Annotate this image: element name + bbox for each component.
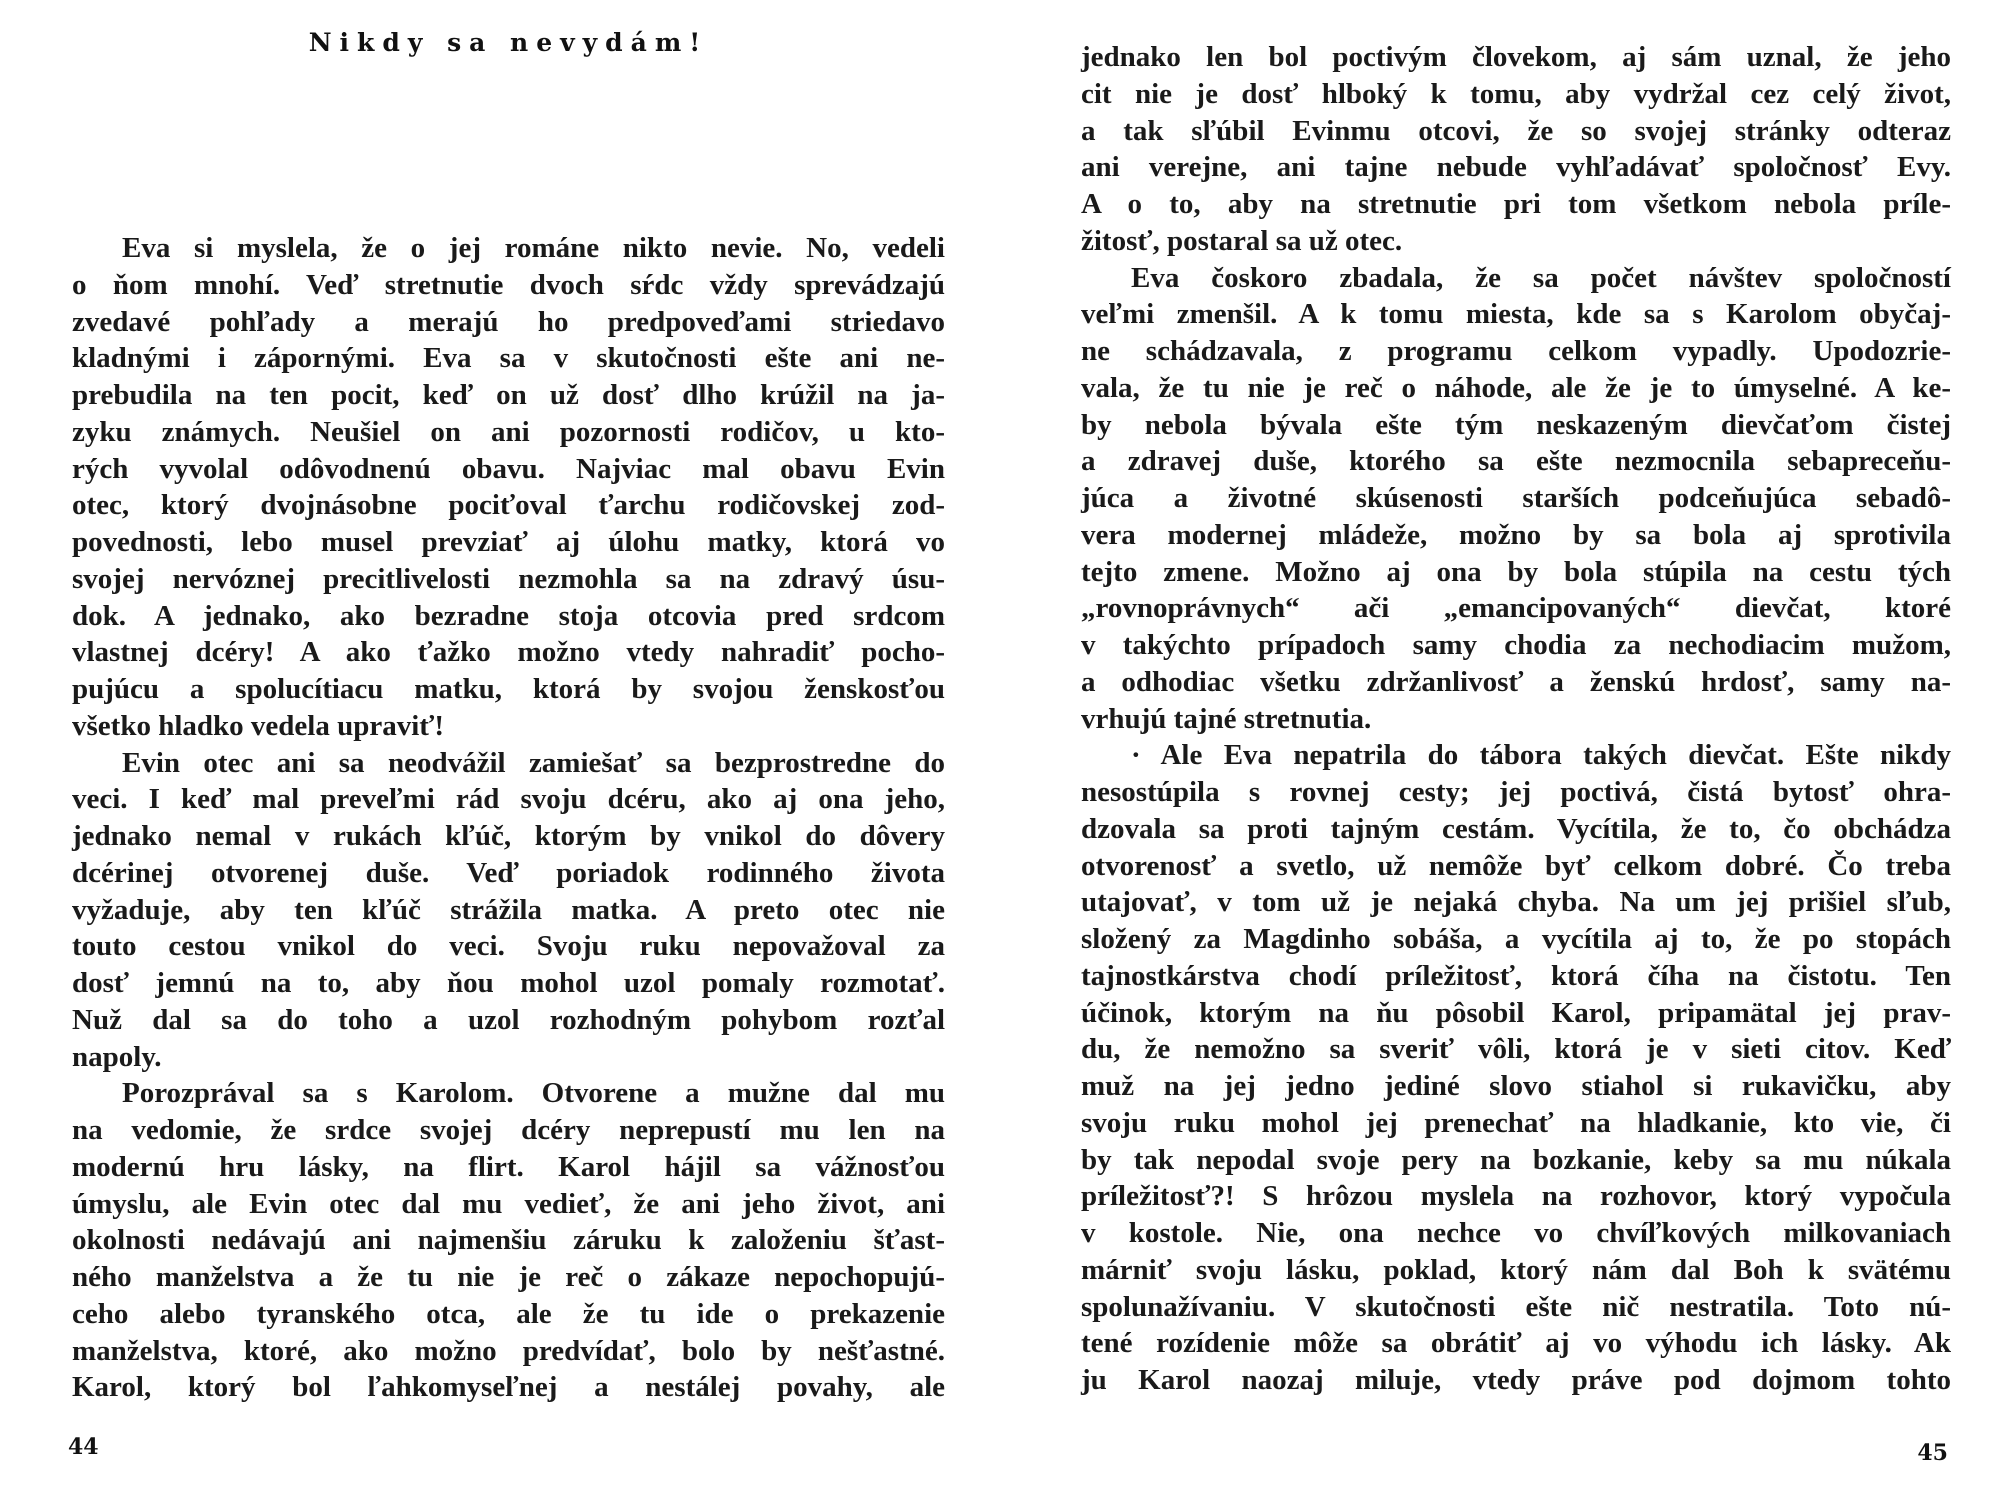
text-line: Karol, ktorý bol ľahkomyseľnej a nestálej povahy, ale: [72, 1371, 945, 1404]
text-line: veci. I keď mal preveľmi rád svoju dcéru, ako aj ona jeho,: [72, 783, 945, 816]
text-line: vrhujú tajné stretnutia.: [1081, 702, 1372, 735]
text-line: a odhodiac všetku zdržanlivosť a ženskú hrdosť, samy na-: [1081, 665, 1951, 698]
text-line: ne schádzavala, z programu celkom vypadly. Upodozrie-: [1081, 335, 1951, 367]
text-line: okolnosti nedávajú ani najmenšiu záruku k založeniu šťast-: [72, 1224, 945, 1257]
text-line: muž na jej jedno jediné slovo stiahol si rukavičku, aby: [1081, 1070, 1951, 1102]
text-line: Eva čoskoro zbadala, že sa počet návštev spoločností: [1131, 261, 1951, 294]
text-line: otvorenosť a svetlo, už nemôže byť celkom dobré. Čo treba: [1081, 849, 1951, 882]
text-line: „rovnoprávnych“ ači „emancipovaných“ dievčat, ktoré: [1081, 592, 1951, 625]
text-line: tajnostkárstva chodí príležitosť, ktorá číha na čistotu. Ten: [1081, 959, 1951, 992]
text-line: dcérinej otvorenej duše. Veď poriadok rodinného života: [72, 856, 945, 889]
text-line: Nuž dal sa do toho a uzol rozhodným pohybom rozťal: [72, 1003, 945, 1036]
text-line: ného manželstva a že tu nie je reč o zákaze nepochopujú-: [72, 1261, 945, 1293]
page-number-right: 45: [1917, 1440, 1948, 1466]
text-line: pujúcu a spolucítiacu matku, ktorá by svojou ženskosťou: [72, 673, 945, 705]
text-line: o ňom mnohí. Veď stretnutie dvoch sŕdc vždy sprevádzajú: [72, 268, 945, 301]
text-line: dok. A jednako, ako bezradne stoja otcovia pred srdcom: [72, 599, 945, 632]
text-line: kladnými i zápornými. Eva sa v skutočnosti ešte ani ne-: [72, 342, 945, 375]
text-line: tejto zmene. Možno aj ona by bola stúpila na cestu tých: [1081, 555, 1951, 588]
text-line: v kostole. Nie, ona nechce vo chvíľkových milkovaniach: [1081, 1217, 1951, 1249]
text-line: Eva si myslela, že o jej románe nikto nevie. No, vedeli: [122, 232, 945, 264]
text-line: jednako nemal v rukách kľúč, ktorým by vnikol do dôvery: [72, 820, 945, 852]
text-line: všetko hladko vedela upraviť!: [72, 709, 445, 742]
text-line: utajovať, v tom už je nejaká chyba. Na um jej prišiel sľub,: [1081, 886, 1951, 919]
text-line: žitosť, postaral sa už otec.: [1081, 224, 1403, 257]
page-number-left: 44: [68, 1434, 99, 1460]
text-line: vala, že tu nie je reč o náhode, ale že je to úmyselné. A ke-: [1081, 371, 1951, 404]
text-line: márniť svoju lásku, poklad, ktorý nám dal Boh k svätému: [1081, 1253, 1951, 1286]
text-line: cit nie je dosť hlboký k tomu, aby vydržal cez celý život,: [1081, 77, 1951, 110]
text-line: v takýchto prípadoch samy chodia za nechodiacim mužom,: [1081, 629, 1951, 661]
chapter-title: Nikdy sa nevydám!: [308, 28, 709, 57]
text-line: júca a životné skúsenosti starších podceňujúca sebadô-: [1081, 482, 1951, 514]
text-line: manželstva, ktoré, ako možno predvídať, bolo by nešťastné.: [72, 1334, 945, 1367]
left-page-body: [72, 230, 945, 1406]
text-line: Porozprával sa s Karolom. Otvorene a mužne dal mu: [122, 1077, 945, 1110]
text-line: vera modernej mládeže, možno by sa bola aj sprotivila: [1081, 518, 1951, 551]
text-line: modernú hru lásky, na flirt. Karol hájil sa vážnosťou: [72, 1150, 945, 1183]
text-line: spolunažívaniu. V skutočnosti ešte nič nestratila. Toto nú-: [1081, 1290, 1951, 1323]
text-line: svojej nervóznej precitlivelosti nezmohla sa na zdravý úsu-: [72, 562, 945, 595]
text-line: zvedavé pohľady a merajú ho predpoveďami striedavo: [72, 305, 945, 338]
text-line: by nebola bývala ešte tým neskazeným dievčaťom čistej: [1081, 408, 1951, 441]
text-line: účinok, ktorým na ňu pôsobil Karol, pripamätal jej prav-: [1081, 996, 1951, 1029]
text-line: ani verejne, ani tajne nebude vyhľadávať spoločnosť Evy.: [1081, 151, 1951, 184]
text-line: Evin otec ani sa neodvážil zamiešať sa bezprostredne do: [122, 746, 945, 779]
text-line: úmyslu, ale Evin otec dal mu vedieť, že ani jeho život, ani: [72, 1187, 945, 1220]
text-line: by tak nepodal svoje pery na bozkanie, keby sa mu núkala: [1081, 1143, 1951, 1176]
right-page: [1006, 0, 2012, 1500]
text-line: tené rozídenie môže sa obrátiť aj vo výhodu ich lásky. Ak: [1081, 1327, 1951, 1360]
text-line: dosť jemnú na to, aby ňou mohol uzol pomaly rozmotať.: [72, 967, 945, 999]
text-line: ju Karol naozaj miluje, vtedy práve pod dojmom tohto: [1081, 1364, 1951, 1396]
text-line: otec, ktorý dvojnásobne pociťoval ťarchu rodičovskej zod-: [72, 489, 945, 522]
text-line: složený za Magdinho sobáša, a vycítila aj to, že po stopách: [1081, 923, 1951, 955]
text-line: a tak sľúbil Evinmu otcovi, že so svojej stránky odteraz: [1081, 114, 1951, 147]
text-line: na vedomie, že srdce svojej dcéry neprepustí mu len na: [72, 1114, 945, 1146]
text-line: nesostúpila s rovnej cesty; jej poctivá, čistá bytosť ohra-: [1081, 776, 1951, 808]
text-line: prebudila na ten pocit, keď on už dosť dlho krúžil na ja-: [72, 379, 945, 411]
text-line: ceho alebo tyranského otca, ale že tu ide o prekazenie: [72, 1297, 945, 1330]
text-line: touto cestou vnikol do veci. Svoju ruku nepovažoval za: [72, 930, 945, 963]
text-line: · Ale Eva nepatrila do tábora takých dievčat. Ešte nikdy: [1131, 739, 1951, 772]
text-line: jednako len bol poctivým človekom, aj sám uznal, že jeho: [1081, 41, 1951, 73]
text-line: vlastnej dcéry! A ako ťažko možno vtedy nahradiť pocho-: [72, 636, 945, 669]
text-line: du, že nemožno sa sveriť vôli, ktorá je v sieti citov. Keď: [1081, 1033, 1951, 1066]
text-line: povednosti, lebo musel prevziať aj úlohu matky, ktorá vo: [72, 526, 945, 558]
text-line: svoju ruku mohol jej prenechať na hladkanie, kto vie, či: [1081, 1106, 1951, 1139]
text-line: veľmi zmenšil. A k tomu miesta, kde sa s Karolom obyčaj-: [1081, 298, 1951, 331]
text-line: A o to, aby na stretnutie pri tom všetkom nebola príle-: [1081, 188, 1951, 220]
text-line: dzovala sa proti tajným cestám. Vycítila, že to, čo obchádza: [1081, 812, 1951, 845]
text-line: vyžaduje, aby ten kľúč strážila matka. A preto otec nie: [72, 893, 945, 926]
text-line: napoly.: [72, 1040, 162, 1073]
text-line: zyku známych. Neušiel on ani pozornosti rodičov, u kto-: [72, 415, 945, 448]
text-line: a zdravej duše, ktorého sa ešte nezmocnila sebapreceňu-: [1081, 445, 1951, 478]
right-page-body: [1081, 39, 1951, 1399]
text-line: rých vyvolal odôvodnenú obavu. Najviac mal obavu Evin: [72, 452, 945, 485]
text-line: príležitosť?! S hrôzou myslela na rozhovor, ktorý vypočula: [1081, 1180, 1951, 1213]
